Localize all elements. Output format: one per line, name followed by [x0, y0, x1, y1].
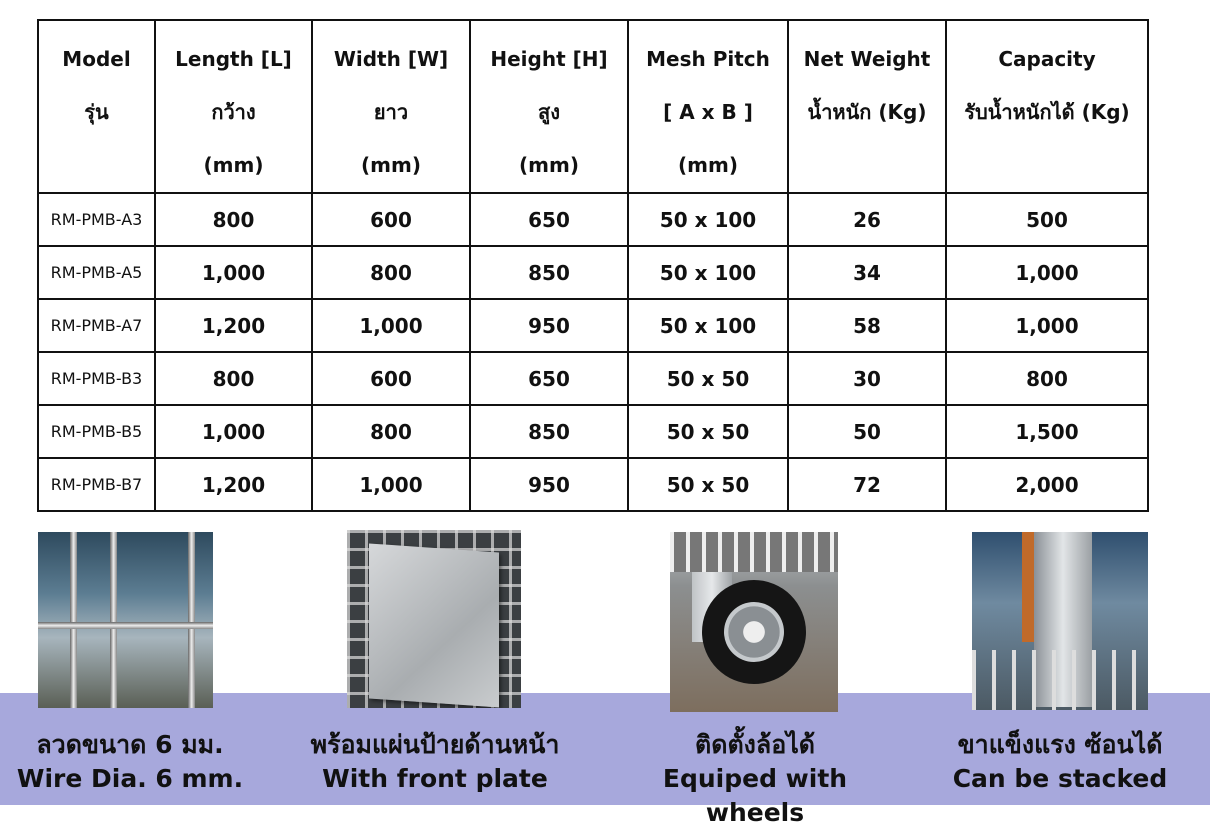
height-cell: 950	[470, 458, 628, 511]
net-weight-cell: 26	[788, 193, 946, 246]
header-height: Height [H] สูง (mm)	[470, 20, 628, 193]
header-net-weight: Net Weight น้ำหนัก (Kg)	[788, 20, 946, 193]
height-cell: 850	[470, 405, 628, 458]
stacking-leg-photo-icon	[972, 532, 1148, 710]
capacity-cell: 500	[946, 193, 1148, 246]
height-cell: 950	[470, 299, 628, 352]
model-cell: RM-PMB-B7	[38, 458, 155, 511]
feature-thai-label: ขาแข็งแรง ซ้อนได้	[957, 730, 1163, 759]
width-cell: 600	[312, 352, 470, 405]
header-row	[38, 20, 1148, 193]
capacity-cell: 1,000	[946, 299, 1148, 352]
width-cell: 800	[312, 405, 470, 458]
capacity-cell: 1,000	[946, 246, 1148, 299]
feature-wire	[0, 532, 260, 805]
width-cell: 600	[312, 193, 470, 246]
feature-front-plate	[300, 530, 570, 805]
length-cell: 1,000	[155, 405, 312, 458]
net-weight-cell: 72	[788, 458, 946, 511]
mesh-pitch-cell: 50 x 100	[628, 246, 788, 299]
feature-thai-label: ติดตั้งล้อได้	[694, 730, 816, 759]
capacity-cell: 2,000	[946, 458, 1148, 511]
mesh-pitch-cell: 50 x 50	[628, 458, 788, 511]
mesh-pitch-cell: 50 x 100	[628, 193, 788, 246]
feature-thai-label: พร้อมแผ่นป้ายด้านหน้า	[310, 730, 560, 759]
length-cell: 1,200	[155, 299, 312, 352]
feature-stackable	[930, 532, 1190, 805]
header-capacity: Capacity รับน้ำหนักได้ (Kg)	[946, 20, 1148, 193]
height-cell: 650	[470, 352, 628, 405]
wire-mesh-photo-icon	[38, 532, 213, 708]
height-cell: 850	[470, 246, 628, 299]
table-row	[38, 405, 1148, 458]
model-cell: RM-PMB-B3	[38, 352, 155, 405]
mesh-pitch-cell: 50 x 50	[628, 352, 788, 405]
width-cell: 1,000	[312, 299, 470, 352]
length-cell: 800	[155, 352, 312, 405]
table-row	[38, 458, 1148, 511]
net-weight-cell: 58	[788, 299, 946, 352]
feature-wheels	[610, 532, 900, 827]
table-row	[38, 352, 1148, 405]
model-cell: RM-PMB-B5	[38, 405, 155, 458]
table-row	[38, 246, 1148, 299]
feature-english-label: Wire Dia. 6 mm.	[16, 764, 244, 793]
net-weight-cell: 34	[788, 246, 946, 299]
wheel-photo-icon	[670, 532, 838, 712]
width-cell: 800	[312, 246, 470, 299]
feature-english-label: Equiped with wheels	[662, 764, 848, 827]
length-cell: 1,200	[155, 458, 312, 511]
net-weight-cell: 50	[788, 405, 946, 458]
feature-english-label: With front plate	[322, 764, 548, 793]
capacity-cell: 1,500	[946, 405, 1148, 458]
front-plate-photo-icon	[347, 530, 521, 708]
model-cell: RM-PMB-A5	[38, 246, 155, 299]
header-model: Model รุ่น	[38, 20, 155, 193]
spec-table	[37, 19, 1149, 512]
length-cell: 800	[155, 193, 312, 246]
table-row	[38, 193, 1148, 246]
table-row	[38, 299, 1148, 352]
header-mesh-pitch: Mesh Pitch [ A x B ] (mm)	[628, 20, 788, 193]
feature-thai-label: ลวดขนาด 6 มม.	[36, 730, 224, 759]
length-cell: 1,000	[155, 246, 312, 299]
capacity-cell: 800	[946, 352, 1148, 405]
header-width: Width [W] ยาว (mm)	[312, 20, 470, 193]
net-weight-cell: 30	[788, 352, 946, 405]
mesh-pitch-cell: 50 x 50	[628, 405, 788, 458]
mesh-pitch-cell: 50 x 100	[628, 299, 788, 352]
height-cell: 650	[470, 193, 628, 246]
width-cell: 1,000	[312, 458, 470, 511]
header-length: Length [L] กว้าง (mm)	[155, 20, 312, 193]
feature-english-label: Can be stacked	[952, 764, 1168, 793]
model-cell: RM-PMB-A3	[38, 193, 155, 246]
model-cell: RM-PMB-A7	[38, 299, 155, 352]
